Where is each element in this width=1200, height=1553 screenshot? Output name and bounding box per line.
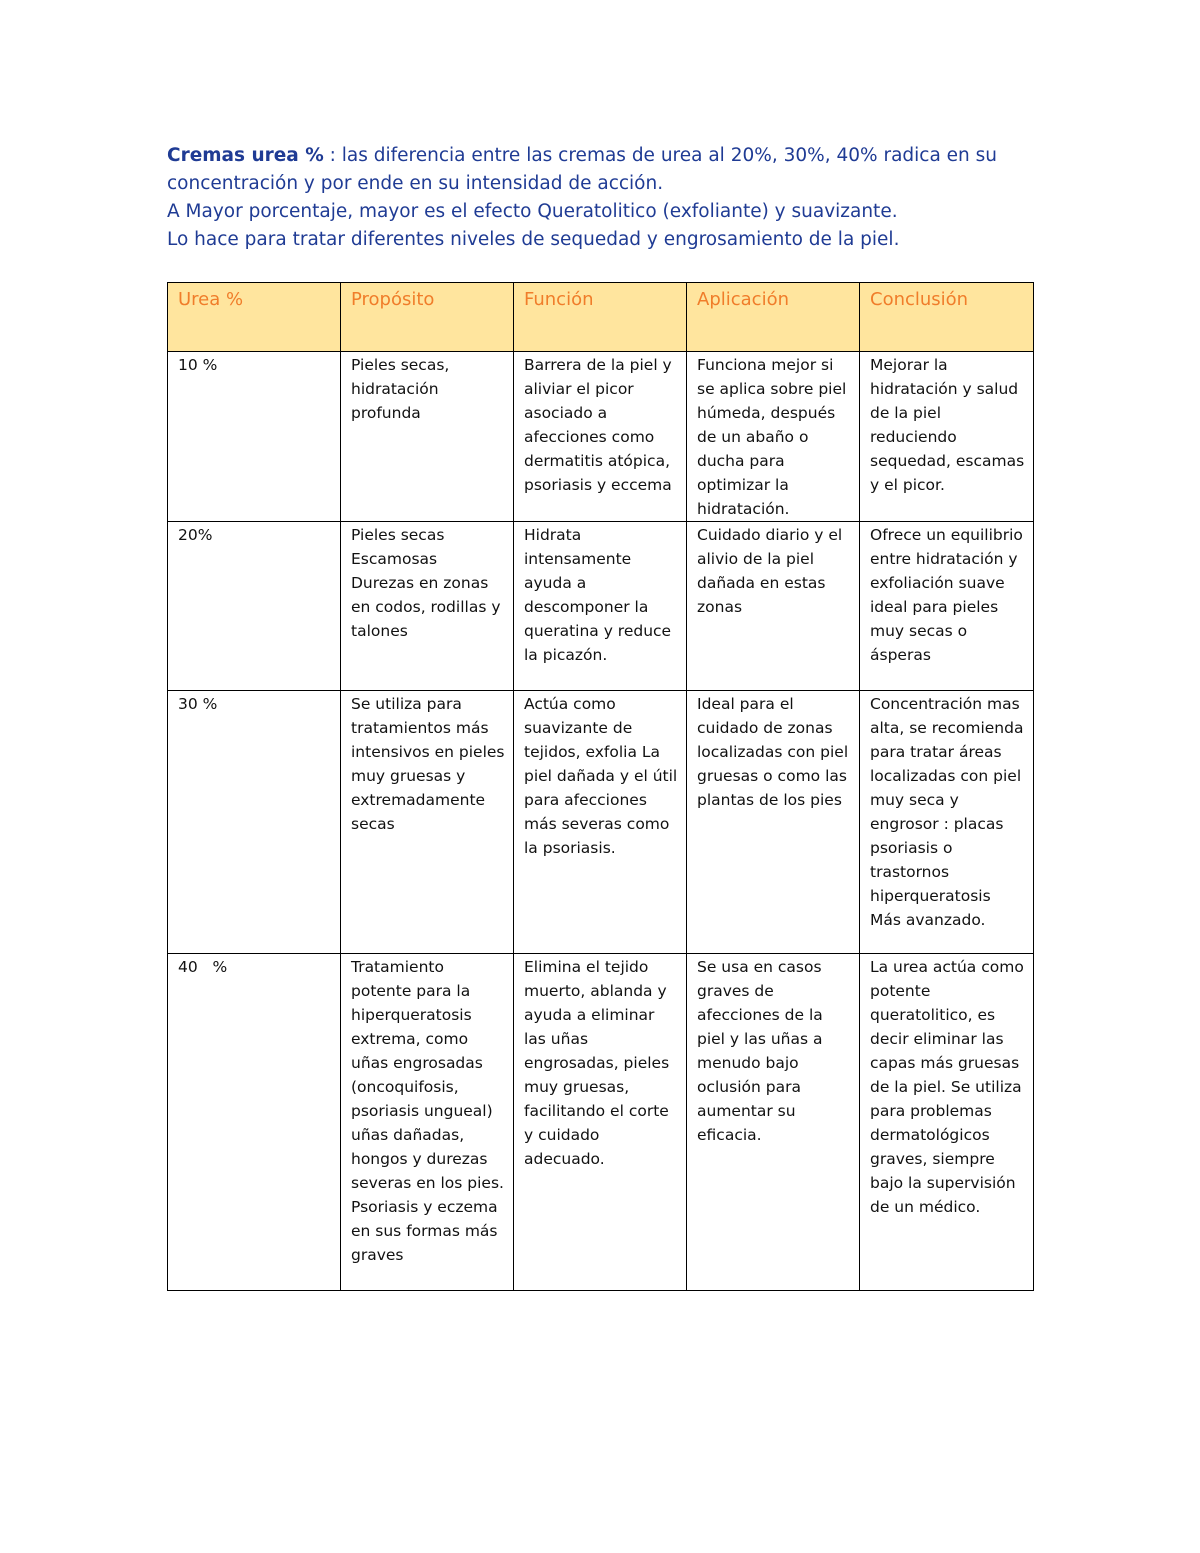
cell-text: Durezas en zonas en codos, rodillas y talones	[351, 574, 501, 640]
cell-funcion	[514, 522, 687, 691]
cell-proposito	[341, 691, 514, 954]
table-row	[168, 691, 1034, 954]
cell-proposito	[341, 352, 514, 522]
header-conclusion: Conclusión	[860, 283, 1034, 352]
cell-urea: 10 %	[168, 352, 341, 522]
cell-proposito	[341, 954, 514, 1291]
cell-aplicacion	[687, 522, 860, 691]
cell-proposito	[341, 522, 514, 691]
cell-conclusion	[860, 691, 1034, 954]
table-row	[168, 522, 1034, 691]
table-row	[168, 954, 1034, 1291]
table-body	[168, 352, 1034, 1291]
cell-text: La urea actúa como potente queratolitico, es decir eliminar las capas más gruesas de la piel. Se utiliza para problemas dermatológicos graves, siempre bajo la supervisión de un médico.	[870, 958, 1024, 1216]
cell-text: Concentración mas alta, se recomienda para tratar áreas localizadas con piel muy seca y engrosor : placas psoriasis o trastornos hiperqueratosis	[870, 695, 1024, 905]
intro-line-2: A Mayor porcentaje, mayor es el efecto Queratolitico (exfoliante) y suavizante.	[167, 201, 898, 222]
header-funcion: Función	[514, 283, 687, 352]
intro-lead: Cremas urea %	[167, 145, 324, 166]
cell-conclusion	[860, 954, 1034, 1291]
cell-text: Hidrata intensamente ayuda a descomponer la queratina y reduce la picazón.	[524, 526, 672, 664]
cell-text: Escamosas	[351, 550, 438, 568]
cell-text: Psoriasis y eczema en sus formas más graves	[351, 1198, 498, 1264]
intro-line-3: Lo hace para tratar diferentes niveles de sequedad y engrosamiento de la piel.	[167, 229, 900, 250]
cell-text: Actúa como suavizante de tejidos, exfolia La piel dañada y el útil para afecciones más severas como la psoriasis.	[524, 695, 678, 857]
table-row	[168, 352, 1034, 522]
cell-text: Se utiliza para tratamientos más intensivos en pieles muy gruesas y extremadamente secas	[351, 695, 505, 833]
header-urea: Urea %	[168, 283, 341, 352]
cell-aplicacion	[687, 352, 860, 522]
table-header-row	[168, 283, 1034, 352]
cell-urea: 20%	[168, 522, 341, 691]
cell-text: Mejorar la hidratación y salud de la piel reduciendo sequedad, escamas y el picor.	[870, 356, 1025, 494]
intro-paragraph-1	[167, 142, 1047, 198]
cell-funcion	[514, 352, 687, 522]
cell-conclusion	[860, 352, 1034, 522]
cell-text: Pieles secas	[351, 526, 445, 544]
cell-text: Tratamiento potente para la hiperqueratosis extrema, como uñas engrosadas (oncoquifosis, psoriasis ungueal) uñas dañadas, hongos y durezas severas en los pies.	[351, 958, 504, 1192]
cell-text: Ofrece un equilibrio entre hidratación y exfoliación suave ideal para pieles muy secas o ásperas	[870, 526, 1023, 664]
header-aplicacion: Aplicación	[687, 283, 860, 352]
cell-funcion	[514, 691, 687, 954]
intro-text	[167, 142, 1047, 254]
cell-text: Barrera de la piel y aliviar el picor asociado a afecciones como dermatitis atópica, psoriasis y eccema	[524, 356, 672, 494]
intro-line-1: : las diferencia entre las cremas de urea al 20%, 30%, 40% radica en su concentración y por ende en su intensidad de acción.	[167, 145, 998, 194]
cell-text: Más avanzado.	[870, 911, 986, 929]
cell-funcion	[514, 954, 687, 1291]
cell-text: Se usa en casos graves de afecciones de la piel y las uñas a menudo bajo oclusión para aumentar su eficacia.	[697, 958, 823, 1144]
cell-text: Pieles secas, hidratación profunda	[351, 356, 450, 422]
urea-comparison-table	[167, 282, 1034, 1291]
cell-text: Ideal para el cuidado de zonas localizadas con piel gruesas o como las plantas de los pies	[697, 695, 849, 809]
cell-text: Elimina el tejido muerto, ablanda y ayuda a eliminar las uñas engrosadas, pieles muy gruesas, facilitando el corte y cuidado adecuado.	[524, 958, 670, 1168]
cell-conclusion	[860, 522, 1034, 691]
cell-aplicacion	[687, 954, 860, 1291]
cell-text: Cuidado diario y el alivio de la piel dañada en estas zonas	[697, 526, 843, 616]
cell-text: Funciona mejor si se aplica sobre piel húmeda, después de un abaño o ducha para optimizar la hidratación.	[697, 356, 847, 518]
header-proposito: Propósito	[341, 283, 514, 352]
cell-urea: 30 %	[168, 691, 341, 954]
cell-aplicacion	[687, 691, 860, 954]
cell-urea: 40 %	[168, 954, 341, 1291]
